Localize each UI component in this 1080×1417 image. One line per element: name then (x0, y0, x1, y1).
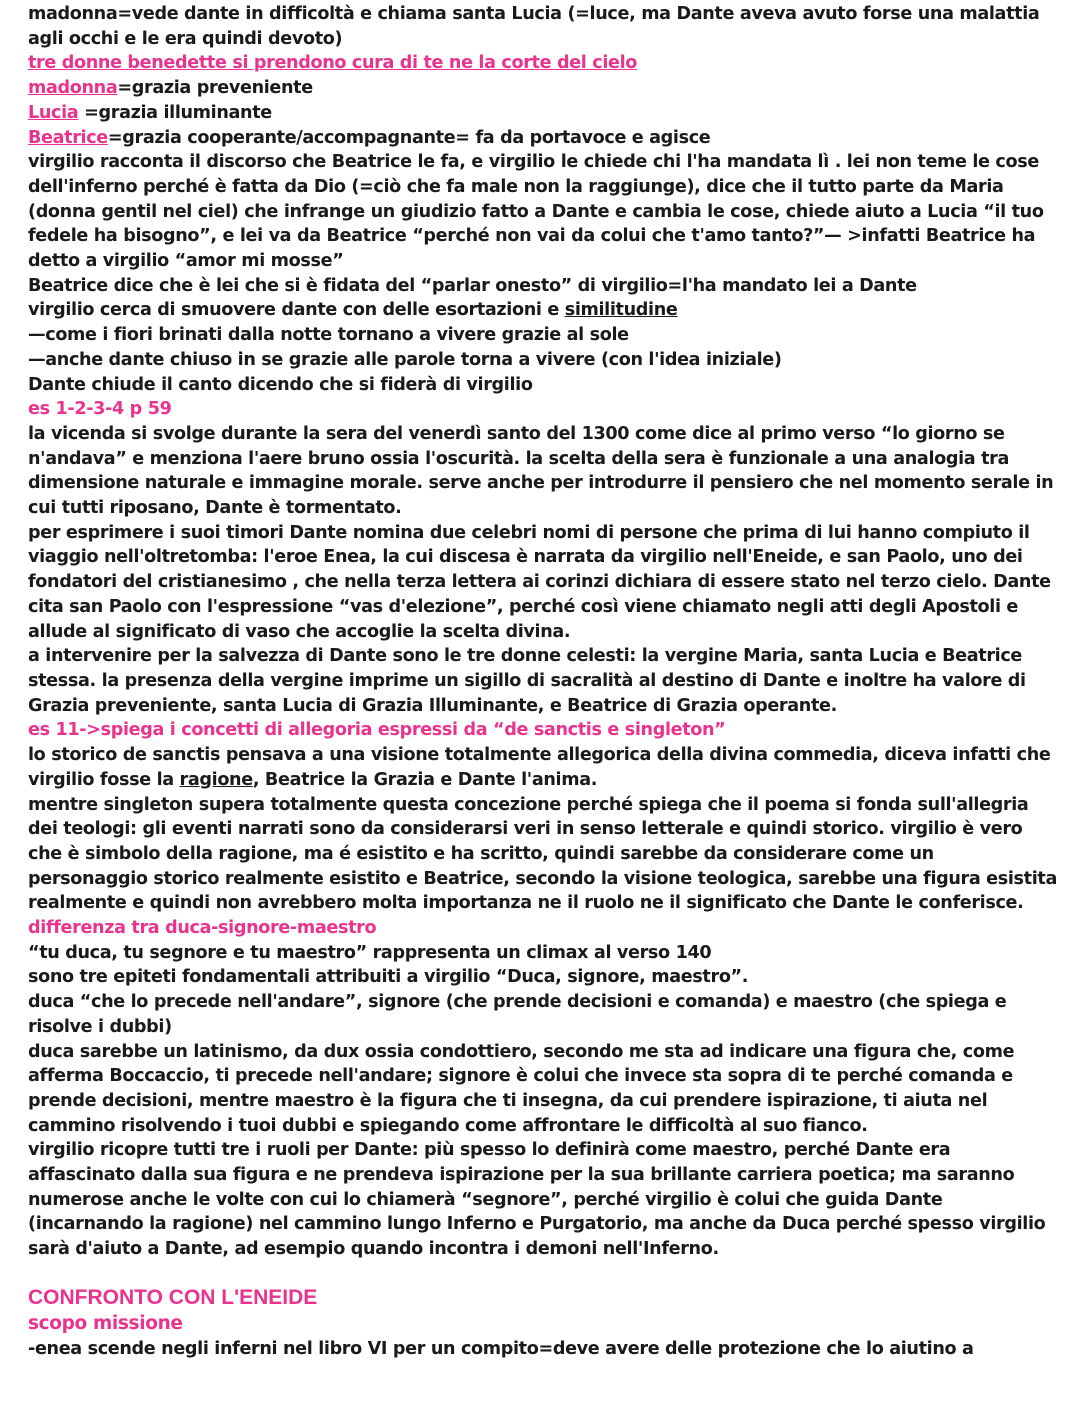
section-heading: CONFRONTO CON L'ENEIDE (28, 1285, 318, 1309)
exercise-heading: es 1-2-3-4 p 59 (28, 399, 172, 420)
note-line: Beatrice dice che è lei che si è fidata del “parlar onesto” di virgilio=l'ha mandato lei a Dante (28, 275, 917, 296)
section-subheading: differenza tra duca-signore-maestro (28, 918, 377, 939)
note-paragraph: la vicenda si svolge durante la sera del venerdì santo del 1300 come dice al primo verso “lo giorno se n'andava” e menziona l'aere bruno ossia l'oscurità. la scelta della sera è funzionale a una analogia tra dimensione naturale e immagine morale. serve anche per introdurre il pensiero che nel momento serale in cui tutti riposano, Dante è tormentato. (28, 423, 1054, 519)
note-paragraph: duca sarebbe un latinismo, da dux ossia condottiero, secondo me sta ad indicare una figura che, come afferma Boccaccio, ti precede nell'andare; signore è colui che invece sta sopra di te perché comanda e prende decisioni, mentre maestro è la figura che ti insegna, da cui prendere ispirazione, ti aiuta nel cammino risolvendo i tuoi dubbi e spiegando come affrontare le difficoltà al suo fianco. (28, 1041, 1015, 1136)
term-madonna: madonna (28, 78, 118, 99)
note-line (28, 101, 1058, 126)
note-line (28, 126, 1058, 151)
note-line: madonna=vede dante in difficoltà e chiama santa Lucia (=luce, ma Dante aveva avuto forse una malattia agli occhi e le era quindi devoto) (28, 4, 1040, 49)
term-definition: =grazia preveniente (117, 78, 313, 99)
note-line: —come i fiori brinati dalla notte tornano a vivere grazie al sole (28, 325, 629, 346)
note-paragraph: virgilio racconta il discorso che Beatrice le fa, e virgilio le chiede chi l'ha mandata lì . lei non teme le cose dell'inferno perché è fatta da Dio (=ciò che fa male non la raggiunge), dice che il tutto parte da Maria (donna gentil nel ciel) che infrange un giudizio fatto a Dante e cambia le cose, chiede aiuto a Lucia “il tuo fedele ha bisogno”, e lei va da Beatrice “perché non vai da colui che t'amo tanto?”— >infatti Beatrice ha detto a virgilio “amor mi mosse” (28, 152, 1044, 272)
term-beatrice: Beatrice (28, 127, 108, 148)
note-paragraph: mentre singleton supera totalmente questa concezione perché spiega che il poema si fonda sull'allegria dei teologi: gli eventi narrati sono da considerarsi veri in senso letterale e quindi storico. virgilio è vero che è simbolo della ragione, ma é esistito e ha scritto, quindi sarebbe da considerare come un personaggio storico realmente esistito e Beatrice, secondo la visione teologica, sarebbe una figura esistita realmente e quindi non avrebbero molta importanza ne il ruolo ne il significato che Dante le conferisce. (28, 794, 1058, 914)
term-definition: =grazia cooperante/accompagnante= fa da portavoce e agisce (107, 127, 711, 148)
underlined-term: similitudine (564, 300, 678, 321)
note-line: “tu duca, tu segnore e tu maestro” rappresenta un climax al verso 140 (28, 942, 712, 963)
note-subheading: tre donne benedette si prendono cura di te ne la corte del cielo (28, 53, 638, 74)
underlined-term: ragione (179, 769, 253, 790)
note-paragraph: per esprimere i suoi timori Dante nomina due celebri nomi di persone che prima di lui hanno compiuto il viaggio nell'oltretomba: l'eroe Enea, la cui discesa è narrata da virgilio nell'Eneide, e san Paolo, uno dei fondatori del cristianesimo , che nella terza lettera ai corinzi dichiara di essere stato nel terzo cielo. Dante cita san Paolo con l'espressione “vas d'elezione”, perché così viene chiamato negli atti degli Apostoli e allude al significato di vaso che accoglie la scelta divina. (28, 522, 1051, 642)
note-line: -enea scende negli inferni nel libro VI per un compito=deve avere delle protezione che lo aiutino a (28, 1338, 974, 1359)
note-paragraph: a intervenire per la salvezza di Dante sono le tre donne celesti: la vergine Maria, santa Lucia e Beatrice stessa. la presenza della vergine imprime un sigillo di sacralità al destino di Dante e inoltre ha valore di Grazia preveniente, santa Lucia di Grazia Illuminante, e Beatrice di Grazia operante. (28, 646, 1026, 716)
note-line: —anche dante chiuso in se grazie alle parole torna a vivere (con l'idea iniziale) (28, 349, 782, 370)
note-text: lo storico de sanctis pensava a una visione totalmente allegorica della divina commedia, diceva infatti che virgilio fosse la (28, 745, 1051, 790)
note-line: Dante chiude il canto dicendo che si fiderà di virgilio (28, 374, 533, 395)
note-paragraph (28, 743, 1058, 792)
term-lucia: Lucia (28, 102, 79, 123)
note-line: sono tre epiteti fondamentali attribuiti a virgilio “Duca, signore, maestro”. (28, 967, 749, 988)
note-paragraph: duca “che lo precede nell'andare”, signore (che prende decisioni e comanda) e maestro (che spiega e risolve i dubbi) (28, 992, 1007, 1037)
exercise-heading: es 11->spiega i concetti di allegoria espressi da “de sanctis e singleton” (28, 720, 726, 741)
notes-page (28, 2, 1058, 1361)
note-paragraph: virgilio ricopre tutti tre i ruoli per Dante: più spesso lo definirà come maestro, perché Dante era affascinato dalla sua figura e ne prendeva ispirazione per la sua brillante carriera poetica; ma saranno numerose anche le volte con cui lo chiamerà “segnore”, perché virgilio è colui che guida Dante (incarnando la ragione) nel cammino lungo Inferno e Purgatorio, ma anche da Duca perché spesso virgilio sarà d'aiuto a Dante, ad esempio quando incontra i demoni nell'Inferno. (28, 1140, 1046, 1260)
note-text: , Beatrice la Grazia e Dante l'anima. (252, 769, 598, 790)
note-line (28, 298, 1058, 323)
section-subheading: scopo missione (28, 1312, 183, 1334)
note-line (28, 76, 1058, 101)
note-text: virgilio cerca di smuovere dante con delle esortazioni e (28, 300, 565, 321)
term-definition: =grazia illuminante (78, 102, 272, 123)
